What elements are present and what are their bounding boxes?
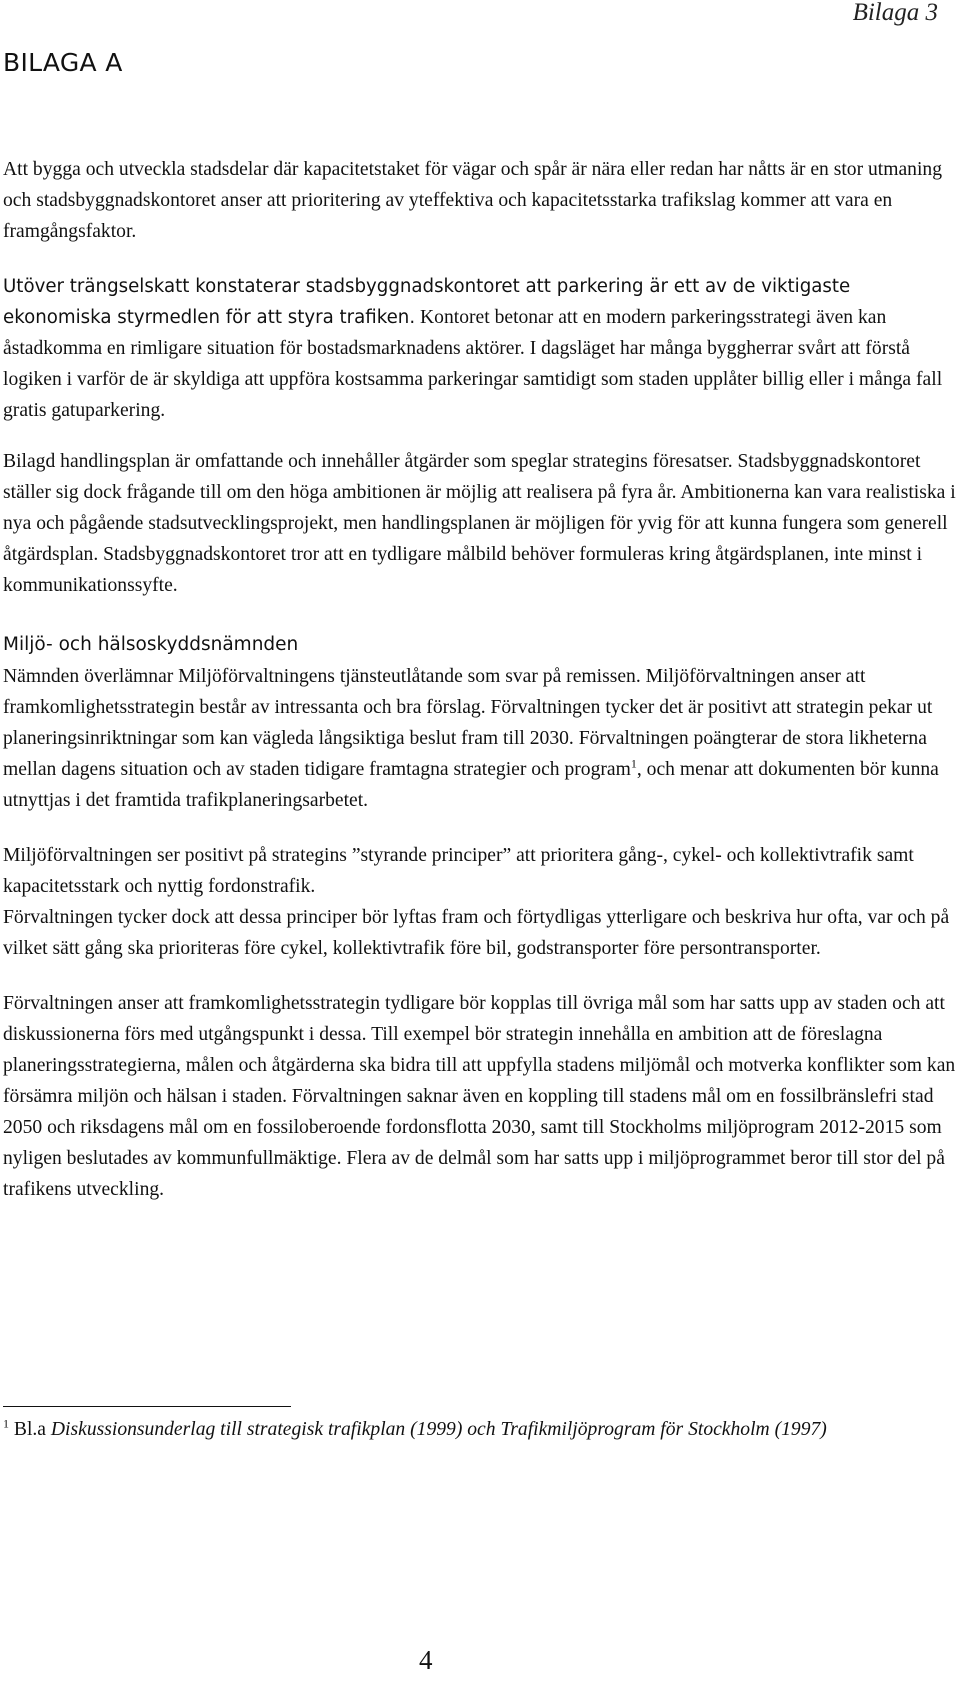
document-title: BILAGA A <box>3 48 123 77</box>
page-number: 4 <box>419 1645 433 1675</box>
section-paragraph-1 <box>3 661 958 816</box>
footnote-text: Diskussionsunderlag till strategisk trafikplan (1999) och Trafikmiljöprogram för Stockholm (1997) <box>50 1419 827 1440</box>
annex-label: Bilaga 3 <box>852 0 938 26</box>
footnote-reference[interactable]: 1 <box>630 756 637 771</box>
section-heading: Miljö- och hälsoskyddsnämnden <box>3 634 299 655</box>
footnote-divider <box>3 1406 291 1407</box>
footnote-prefix: Bl.a <box>9 1419 51 1440</box>
intro-paragraph-2-lead: Utöver trängselskatt konstaterar stadsbyggnadskontoret att parkering är ett av de viktigaste ekonomiska styrmedlen för att styra trafiken. <box>3 276 851 328</box>
section-paragraph-1-tail: , och menar att dokumenten bör kunna utnyttjas i det framtida trafikplaneringsarbetet. <box>3 759 939 811</box>
intro-paragraph-3: Bilagd handlingsplan är omfattande och innehåller åtgärder som speglar strategins föresatser. Stadsbyggnadskontoret ställer sig dock frågande till om den höga ambitionen är möjlig att realisera på fyra år. Ambitionerna kan vara realistiska i nya och pågående stadsutvecklingsprojekt, men handlingsplanen är möjligen för yvig för att kunna fungera som generell åtgärdsplan. Stadsbyggnadskontoret tror att en tydligare målbild behöver formuleras kring åtgärdsplanen, inte minst i kommunikationssyfte. <box>3 451 956 596</box>
intro-paragraph-2-rest: Kontoret betonar att en modern parkeringsstrategi även kan åstadkomma en rimligare situation för bostadsmarknadens aktörer. I dagsläget har många byggherrar svårt att förstå logiken i varför de är skyldiga att uppföra kostsamma parkeringar samtidigt som staden upplåter billig eller i många fall gratis gatuparkering. <box>3 307 943 421</box>
footnote-number: 1 <box>3 1416 9 1431</box>
footnote <box>3 1416 827 1444</box>
section-paragraph-2: Miljöförvaltningen ser positivt på strategins ”styrande principer” att prioritera gång-, cykel- och kollektivtrafik samt kapacitetsstark och nyttig fordonstrafik. <box>3 845 914 897</box>
intro-paragraph-2 <box>3 271 958 426</box>
body-text <box>3 154 958 1205</box>
section-paragraph-1-text: Nämnden överlämnar Miljöförvaltningens tjänsteutlåtande som svar på remissen. Miljöförvaltningen anser att framkomlighetsstrategin består av intressanta och bra förslag. Förvaltningen tycker det är positivt att strategin pekar ut planeringsinriktningar som kan vägleda långsiktiga beslut fram till 2030. Förvaltningen poängterar de stora likheterna mellan dagens situation och av staden tidigare framtagna strategier och program <box>3 666 933 780</box>
section-paragraph-2b: Förvaltningen tycker dock att dessa principer bör lyftas fram och förtydligas ytterligare och beskriva hur ofta, var och på vilket sätt gång ska prioriteras före cykel, kollektivtrafik före bil, godstransporter före persontransporter. <box>3 907 950 959</box>
section-paragraph-3: Förvaltningen anser att framkomlighetsstrategin tydligare bör kopplas till övriga mål som har satts upp av staden och att diskussionerna förs med utgångspunkt i dessa. Till exempel bör strategin innehålla en ambition att de föreslagna planeringsstrategierna, målen och åtgärderna ska bidra till att uppfylla stadens miljömål och motverka konflikter som kan försämra miljön och hälsan i staden. Förvaltningen saknar även en koppling till stadens mål om en fossilbränslefri stad 2050 och riksdagens mål om en fossiloberoende fordonsflotta 2030, samt till Stockholms miljöprogram 2012-2015 som nyligen beslutades av kommunfullmäktige. Flera av de delmål som har satts upp i miljöprogrammet beror till stor del på trafikens utveckling. <box>3 993 956 1200</box>
intro-paragraph-1: Att bygga och utveckla stadsdelar där kapacitetstaket för vägar och spår är nära eller redan har nåtts är en stor utmaning och stadsbyggnadskontoret anser att prioritering av yteffektiva och kapacitetsstarka trafikslag kommer att vara en framgångsfaktor. <box>3 159 943 242</box>
